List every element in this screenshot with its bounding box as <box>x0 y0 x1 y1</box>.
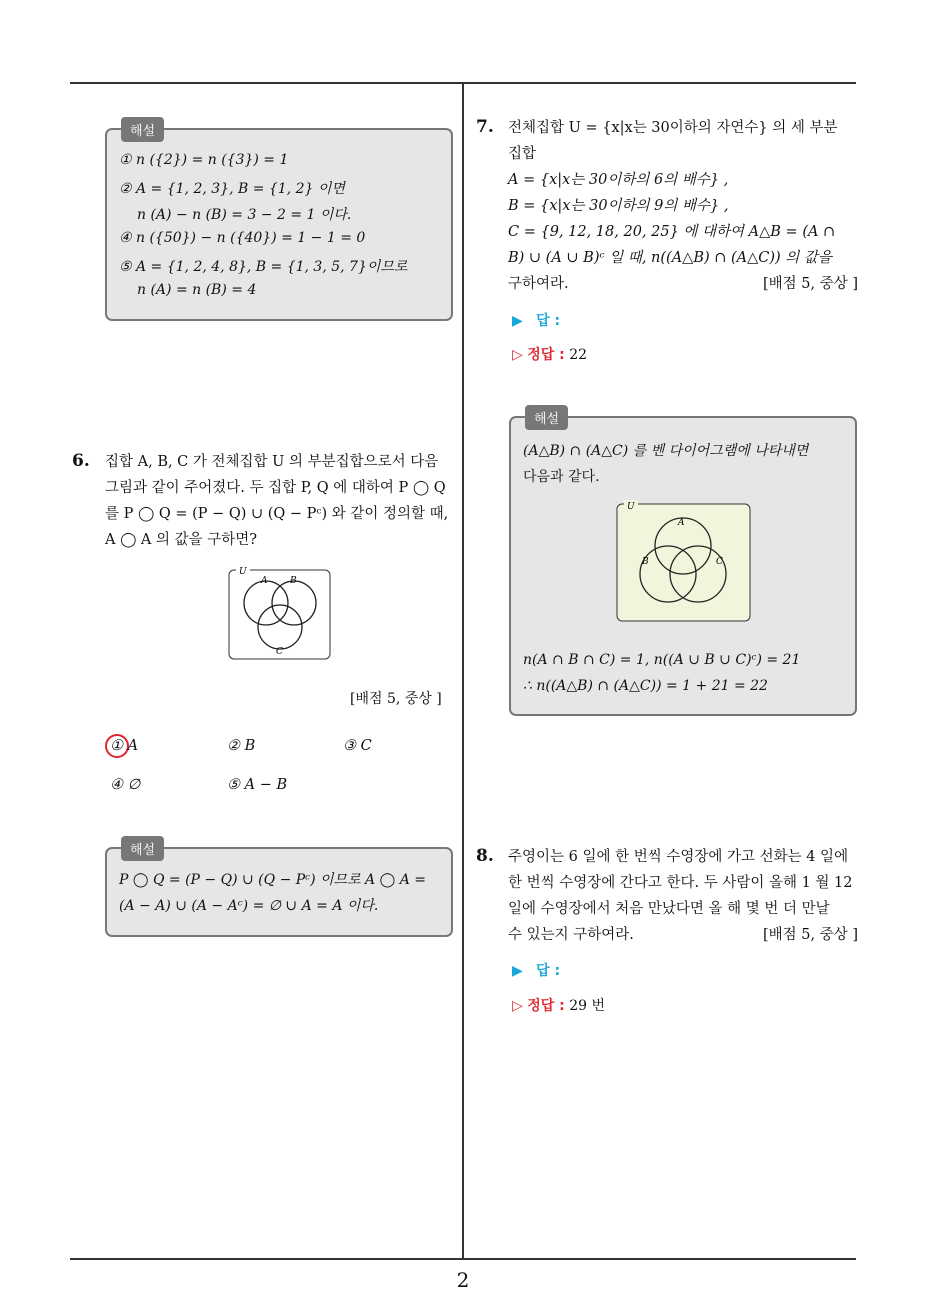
question-line: 구하여라. <box>508 276 569 292</box>
question-7-text <box>508 115 858 297</box>
solution-line: ④ n ({50}) − n ({40}) = 1 − 1 = 0 <box>119 230 366 246</box>
score-label: [배점 5, 중상 ] <box>762 927 858 943</box>
venn-label-u: U <box>239 567 247 577</box>
page-number: 2 <box>456 1268 470 1292</box>
solution-box-1 <box>105 124 453 321</box>
venn-diagram-q6 <box>228 567 332 661</box>
solution-line: 다음과 같다. <box>523 469 600 485</box>
answer-row <box>512 310 560 330</box>
play-outline-icon: ▷ <box>512 998 523 1014</box>
solution-line: ① n ({2}) = n ({3}) = 1 <box>119 152 289 168</box>
solution-tag: 해설 <box>525 405 568 430</box>
question-last-line <box>508 922 858 948</box>
venn-label-u: U <box>627 502 635 512</box>
question-line: 집합 <box>508 146 537 162</box>
correct-value: 22 <box>569 347 588 363</box>
venn-label-b: B <box>290 576 297 586</box>
question-line: 일에 수영장에서 처음 만났다면 올 해 몇 번 더 만날 <box>508 901 830 917</box>
question-line: A ◯ A 의 값을 구하면? <box>105 532 258 548</box>
choice-4[interactable]: ④ ∅ <box>110 777 141 793</box>
correct-value: 29 번 <box>569 998 606 1014</box>
question-8-text <box>508 844 858 948</box>
question-line: 전체집합 U = {x|x는 30이하의 자연수} 의 세 부분 <box>508 120 838 136</box>
answer-label: 답 : <box>536 963 561 979</box>
solution-line: n (A) − n (B) = 3 − 2 = 1 이다. <box>137 207 352 223</box>
question-line: 주영이는 6 일에 한 번씩 수영장에 가고 선화는 4 일에 <box>508 849 849 865</box>
venn-label-c: C <box>276 647 283 657</box>
solution-line: (A − A) ∪ (A − Aᶜ) = ∅ ∪ A = A 이다. <box>119 898 379 914</box>
question-line: 한 번씩 수영장에 간다고 한다. 두 사람이 올해 1 월 12 <box>508 875 853 891</box>
choice-3[interactable]: ③ C <box>343 738 372 754</box>
correct-answer-row <box>512 344 587 364</box>
solution-tag: 해설 <box>121 117 164 142</box>
venn-label-a: A <box>261 576 268 586</box>
question-last-line <box>508 271 858 297</box>
solution-line: ⑤ A = {1, 2, 4, 8}, B = {1, 3, 5, 7}이므로 <box>119 259 408 275</box>
question-number-6: 6. <box>72 451 90 471</box>
play-outline-icon: ▷ <box>512 347 523 363</box>
question-line: B = {x|x는 30이하의 9의 배수} , <box>508 198 729 214</box>
venn-label-a: A <box>678 518 685 528</box>
solution-result-line: n(A ∩ B ∩ C) = 1, n((A ∪ B ∪ C)ᶜ) = 21 <box>523 652 801 668</box>
question-line: C = {9, 12, 18, 20, 25} 에 대하여 A△B = (A ∩ <box>508 224 836 240</box>
solution-box-2 <box>105 843 453 937</box>
venn-diagram-solution <box>616 500 752 622</box>
question-6-text <box>105 449 455 553</box>
question-line: 를 P ◯ Q = (P − Q) ∪ (Q − Pᶜ) 와 같이 정의할 때, <box>105 506 449 522</box>
correct-label: 정답 : <box>527 347 565 363</box>
question-line: 집합 A, B, C 가 전체집합 U 의 부분집합으로서 다음 <box>105 454 439 470</box>
answer-label: 답 : <box>536 313 561 329</box>
solution-box-3 <box>509 412 857 716</box>
bottom-rule <box>70 1258 856 1260</box>
correct-label: 정답 : <box>527 998 565 1014</box>
question-number-8: 8. <box>476 846 494 866</box>
choice-1[interactable]: ① A <box>110 738 139 754</box>
venn-label-c: C <box>716 557 723 567</box>
solution-line: (A△B) ∩ (A△C) 를 벤 다이어그램에 나타내면 <box>523 443 809 459</box>
question-line: B) ∪ (A ∪ B)ᶜ 일 때, n((A△B) ∩ (A△C)) 의 값을 <box>508 250 832 266</box>
question-number-7: 7. <box>476 117 494 137</box>
solution-tag: 해설 <box>121 836 164 861</box>
solution-line: ② A = {1, 2, 3}, B = {1, 2} 이면 <box>119 181 345 197</box>
question-line: A = {x|x는 30이하의 6의 배수} , <box>508 172 729 188</box>
correct-answer-row <box>512 995 605 1015</box>
choice-5[interactable]: ⑤ A − B <box>227 777 288 793</box>
venn-label-b: B <box>642 557 649 567</box>
question-line: 그림과 같이 주어졌다. 두 집합 P, Q 에 대하여 P ◯ Q <box>105 480 446 496</box>
column-divider <box>462 84 464 1260</box>
solution-result-line: ∴ n((A△B) ∩ (A△C)) = 1 + 21 = 22 <box>523 678 768 694</box>
play-icon: ▶ <box>512 313 523 329</box>
score-label: [배점 5, 중상 ] <box>762 276 858 292</box>
choice-2[interactable]: ② B <box>227 738 256 754</box>
score-label: [배점 5, 중상 ] <box>350 691 442 707</box>
question-line: 수 있는지 구하여라. <box>508 927 634 943</box>
answer-row <box>512 960 560 980</box>
solution-line: n (A) = n (B) = 4 <box>137 282 257 298</box>
solution-line: P ◯ Q = (P − Q) ∪ (Q − Pᶜ) 이므로 A ◯ A = <box>119 872 427 888</box>
play-icon: ▶ <box>512 963 523 979</box>
